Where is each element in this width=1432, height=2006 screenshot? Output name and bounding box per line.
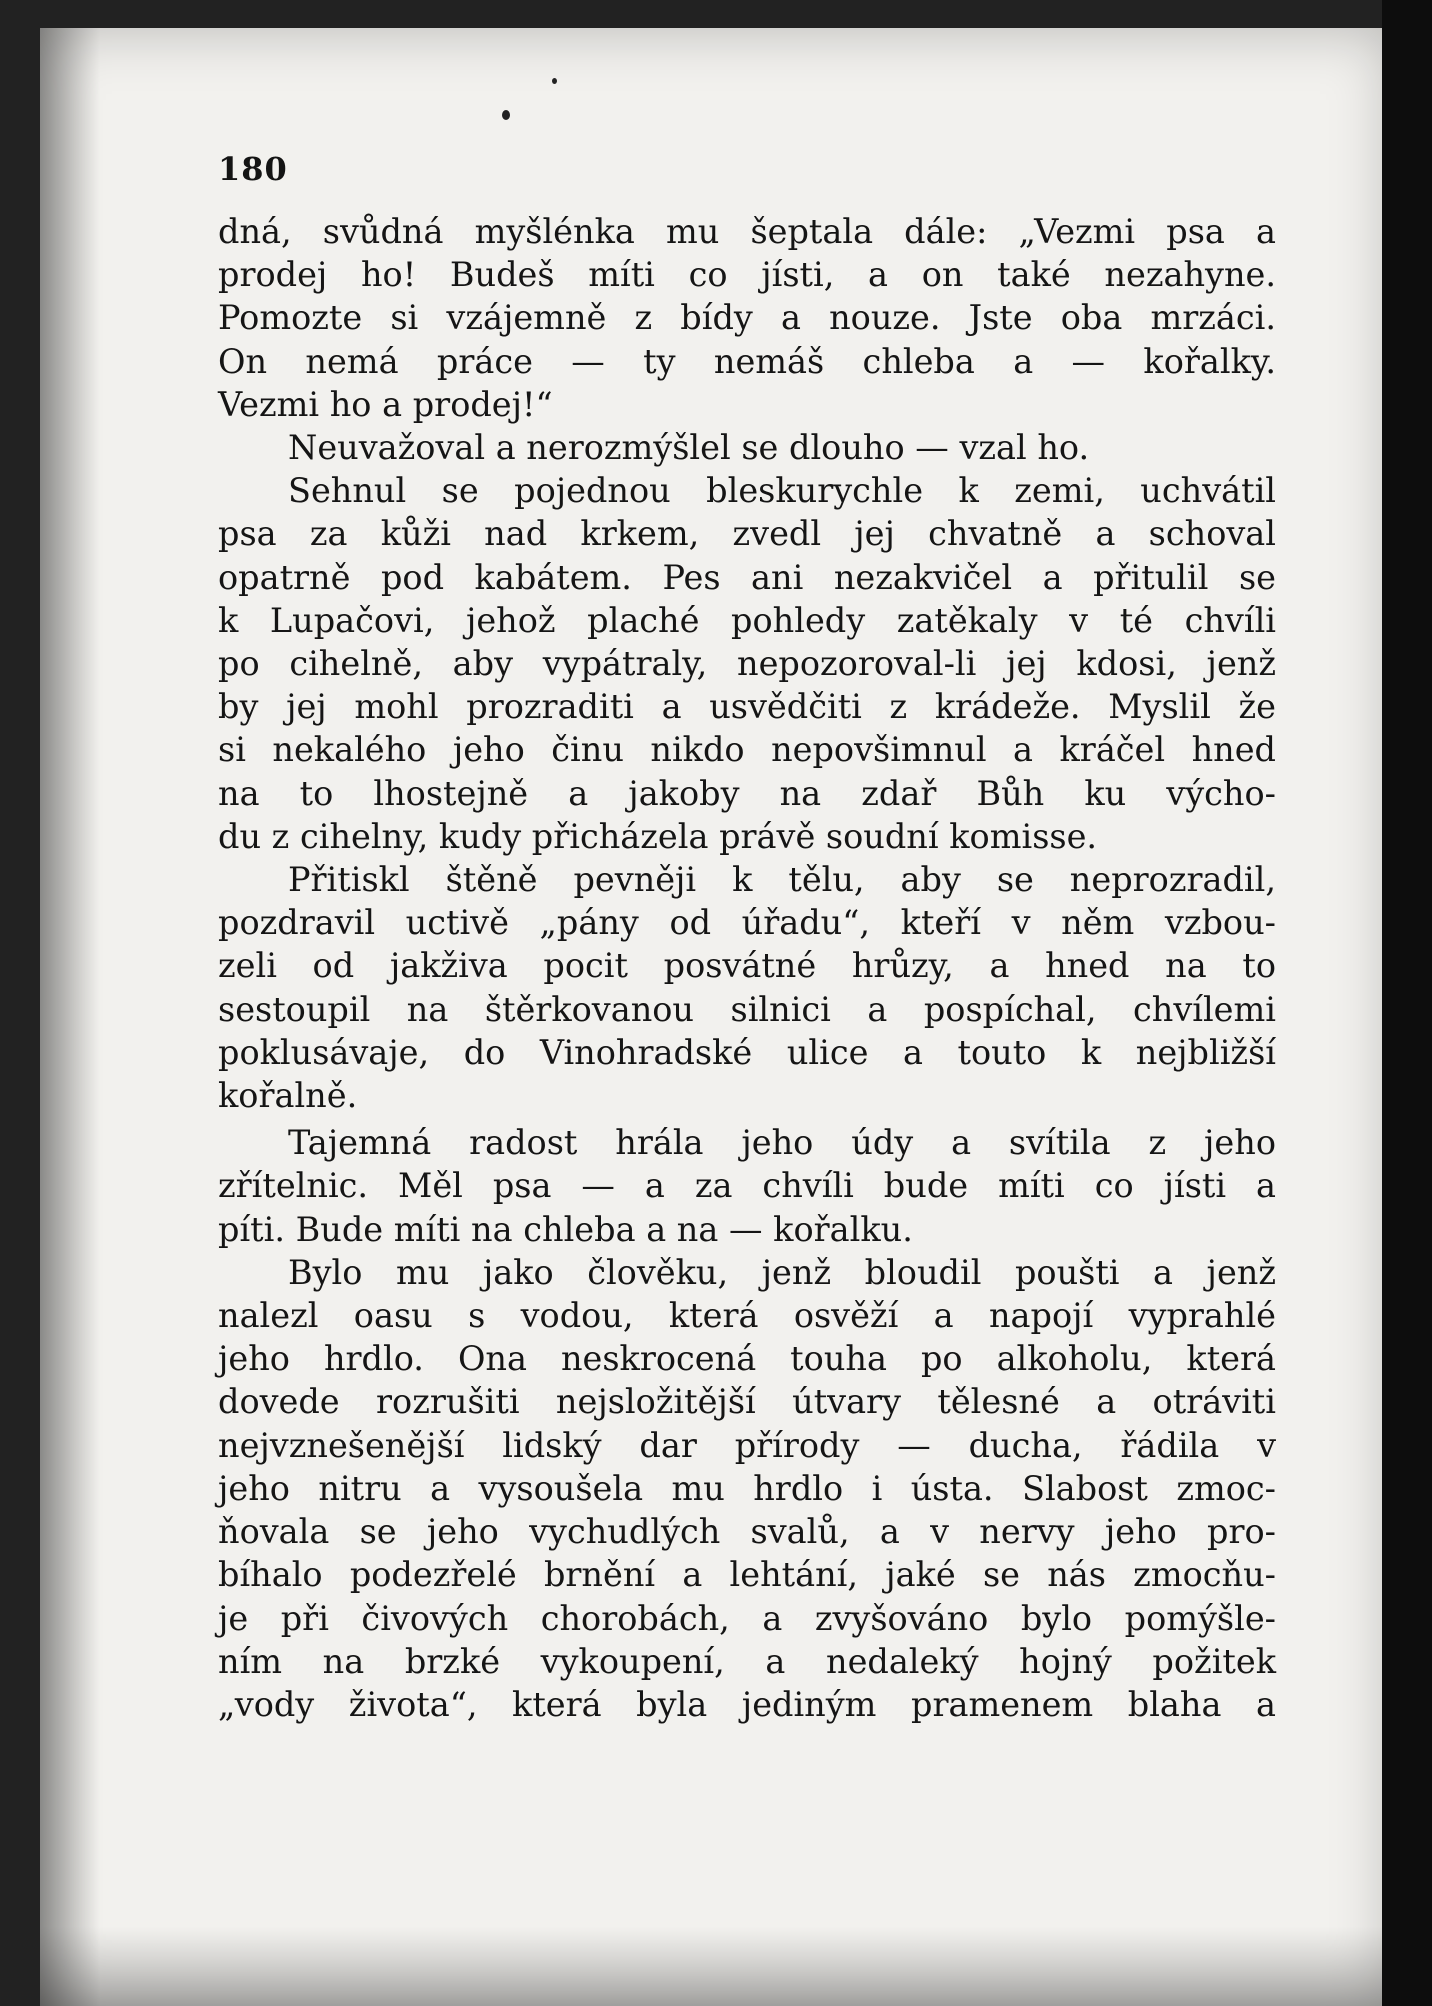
text-line: Vezmi ho a prodej!“ — [218, 384, 553, 424]
ink-speck — [502, 110, 510, 120]
text-line: zeli od jakživa pocit posvátné hrůzy, a hned na to — [218, 946, 1276, 986]
text-line: prodej ho! Budeš míti co jísti, a on také nezahyne. — [218, 255, 1276, 295]
text-line: psa za kůži nad krkem, zvedl jej chvatně a schoval — [218, 514, 1276, 554]
text-line: je při čivových chorobách, a zvyšováno bylo pomýšle- — [218, 1598, 1276, 1638]
scan-border-right — [1382, 0, 1432, 2006]
text-line: Přitiskl štěně pevněji k tělu, aby se neprozradil, — [288, 860, 1276, 900]
text-line: „vody života“, která byla jediným pramenem blaha a — [218, 1684, 1276, 1724]
text-line: opatrně pod kabátem. Pes ani nezakvičel a přitulil se — [218, 557, 1276, 597]
text-line: po cihelně, aby vypátraly, nepozoroval-li jej kdosi, jenž — [218, 644, 1276, 684]
text-line: zřítelnic. Měl psa — a za chvíli bude míti co jísti a — [218, 1166, 1276, 1206]
text-line: kořalně. — [218, 1076, 358, 1116]
page-number: 180 — [218, 150, 288, 188]
text-line: jeho nitru a vysoušela mu hrdlo i ústa. Slabost zmoc- — [218, 1468, 1276, 1508]
text-line: Bylo mu jako člověku, jenž bloudil poušti a jenž — [288, 1252, 1276, 1292]
text-line: jeho hrdlo. Ona neskrocená touha po alkoholu, která — [218, 1339, 1276, 1379]
text-line: nalezl oasu s vodou, která osvěží a napojí vyprahlé — [218, 1296, 1276, 1336]
text-line: pozdravil uctivě „pány od úřadu“, kteří v něm vzbou- — [218, 903, 1276, 943]
text-line: dná, svůdná myšlénka mu šeptala dále: „Vezmi psa a — [218, 212, 1276, 251]
text-line: ním na brzké vykoupení, a nedaleký hojný požitek — [218, 1641, 1276, 1681]
text-line: k Lupačovi, jehož plaché pohledy zatěkaly v té chvíli — [218, 600, 1276, 640]
text-line: sestoupil na štěrkovanou silnici a pospíchal, chvílemi — [218, 989, 1276, 1029]
text-line: Sehnul se pojednou bleskurychle k zemi, uchvátil — [288, 471, 1276, 511]
ink-speck — [552, 78, 557, 84]
text-line: nejvznešenější lidský dar přírody — ducha, řádila v — [218, 1425, 1276, 1465]
text-line: poklusávaje, do Vinohradské ulice a touto k nejbližší — [218, 1032, 1276, 1072]
page-shadow-bottom — [40, 1926, 1392, 2006]
text-line: On nemá práce — ty nemáš chleba a — kořalky. — [218, 341, 1276, 381]
text-line: ňovala se jeho vychudlých svalů, a v nervy jeho pro- — [218, 1512, 1276, 1552]
page-shadow-left — [40, 28, 100, 2006]
text-line: bíhalo podezřelé brnění a lehtání, jaké se nás zmocňu- — [218, 1555, 1276, 1595]
text-line: Tajemná radost hrála jeho údy a svítila z jeho — [288, 1123, 1276, 1163]
text-line: na to lhostejně a jakoby na zdař Bůh ku výcho- — [218, 773, 1276, 813]
text-line: si nekalého jeho činu nikdo nepovšimnul a kráčel hned — [218, 730, 1276, 770]
text-line: Pomozte si vzájemně z bídy a nouze. Jste oba mrzáci. — [218, 298, 1276, 338]
text-line: píti. Bude míti na chleba a na — kořalku. — [218, 1209, 913, 1249]
text-line: Neuvažoval a nerozmýšlel se dlouho — vzal ho. — [288, 428, 1090, 468]
body-text — [218, 210, 1276, 1726]
text-line: du z cihelny, kudy přicházela právě soudní komisse. — [218, 816, 1098, 856]
text-line: by jej mohl prozraditi a usvědčiti z krádeže. Myslil že — [218, 687, 1276, 727]
text-line: dovede rozrušiti nejsložitější útvary tělesné a otráviti — [218, 1382, 1276, 1422]
